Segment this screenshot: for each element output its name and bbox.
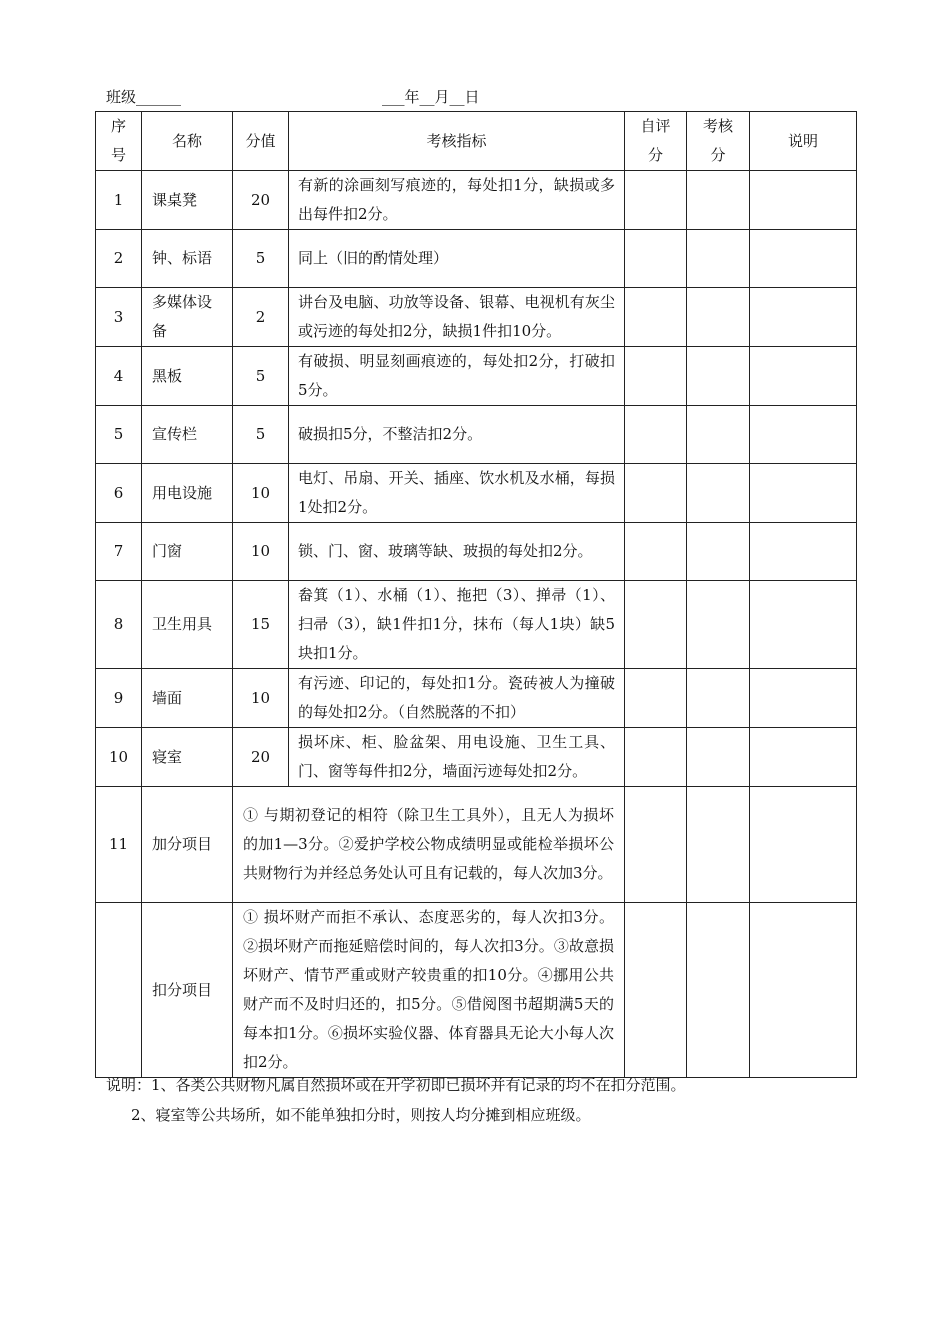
row-no: 9 [96,669,142,728]
self-score-cell[interactable] [625,171,687,230]
footnote-2: 2、寝室等公共场所，如不能单独扣分时，则按人均分摊到相应班级。 [131,1106,591,1124]
row-no: 5 [96,406,142,464]
self-score-cell[interactable] [625,581,687,669]
table-row [96,464,857,523]
remarks-cell[interactable] [750,728,857,787]
row-score: 5 [233,406,289,464]
bonus-description: ① 与期初登记的相符（除卫生工具外），且无人为损坏的加1—3分。②爱护学校公物成绩明显或能检举损坏公共财物行为并经总务处认可且有记载的，每人次加3分。 [233,787,625,903]
table-row [96,347,857,406]
remarks-cell[interactable] [750,171,857,230]
row-name: 黑板 [142,347,233,406]
row-score: 20 [233,728,289,787]
table-row [96,406,857,464]
row-no: 8 [96,581,142,669]
row-no: 3 [96,288,142,347]
remarks-cell[interactable] [750,230,857,288]
table-row [96,288,857,347]
row-score: 10 [233,464,289,523]
col-header-remarks: 说明 [750,112,857,171]
self-score-cell[interactable] [625,464,687,523]
self-score-cell[interactable] [625,523,687,581]
row-indicator: 有破损、明显刻画痕迹的，每处扣2分，打破扣5分。 [289,347,625,406]
self-score-cell[interactable] [625,347,687,406]
remarks-cell[interactable] [750,523,857,581]
penalty-description: ① 损坏财产而拒不承认、态度恶劣的，每人次扣3分。②损坏财产而拖延赔偿时间的，每人次扣3分。③故意损坏财产、情节严重或财产较贵重的扣10分。④挪用公共财产而不及时归还的，扣5分。⑤借阅图书超期满5天的每本扣1分。⑥损坏实验仪器、体育器具无论大小每人次扣2分。 [233,903,625,1078]
col-header-no: 序号 [96,112,142,171]
self-score-cell[interactable] [625,903,687,1078]
row-score: 2 [233,288,289,347]
remarks-cell[interactable] [750,669,857,728]
table-row [96,581,857,669]
row-indicator: 有污迹、印记的，每处扣1分。瓷砖被人为撞破的每处扣2分。（自然脱落的不扣） [289,669,625,728]
self-score-cell[interactable] [625,406,687,464]
row-name: 扣分项目 [142,903,233,1078]
remarks-cell[interactable] [750,347,857,406]
row-name: 门窗 [142,523,233,581]
self-score-cell[interactable] [625,230,687,288]
row-no: 1 [96,171,142,230]
assess-score-cell[interactable] [687,230,750,288]
remarks-cell[interactable] [750,903,857,1078]
row-no: 4 [96,347,142,406]
bonus-row [96,787,857,903]
row-indicator: 讲台及电脑、功放等设备、银幕、电视机有灰尘或污迹的每处扣2分，缺损1件扣10分。 [289,288,625,347]
assess-score-cell[interactable] [687,288,750,347]
row-indicator: 畚箕（1）、水桶（1）、拖把（3）、掸帚（1）、扫帚（3），缺1件扣1分，抹布（每人1块）缺5块扣1分。 [289,581,625,669]
row-name: 加分项目 [142,787,233,903]
row-indicator: 同上（旧的酌情处理） [289,230,625,288]
remarks-cell[interactable] [750,581,857,669]
row-name: 卫生用具 [142,581,233,669]
row-name: 墙面 [142,669,233,728]
row-name: 课桌凳 [142,171,233,230]
table-row [96,171,857,230]
row-indicator: 损坏床、柜、脸盆架、用电设施、卫生工具、门、窗等每件扣2分，墙面污迹每处扣2分。 [289,728,625,787]
assess-score-cell[interactable] [687,464,750,523]
self-score-cell[interactable] [625,669,687,728]
assess-score-cell[interactable] [687,347,750,406]
row-score: 10 [233,669,289,728]
table-row [96,728,857,787]
assess-score-cell[interactable] [687,903,750,1078]
row-score: 5 [233,347,289,406]
remarks-cell[interactable] [750,288,857,347]
row-no: 7 [96,523,142,581]
remarks-cell[interactable] [750,406,857,464]
row-no: 2 [96,230,142,288]
row-indicator: 电灯、吊扇、开关、插座、饮水机及水桶，每损1处扣2分。 [289,464,625,523]
remarks-cell[interactable] [750,464,857,523]
row-indicator: 有新的涂画刻写痕迹的，每处扣1分，缺损或多出每件扣2分。 [289,171,625,230]
assess-score-cell[interactable] [687,728,750,787]
date-field: ___年__月__日 [382,88,480,106]
row-indicator: 破损扣5分，不整洁扣2分。 [289,406,625,464]
col-header-score: 分值 [233,112,289,171]
assess-score-cell[interactable] [687,787,750,903]
row-score: 15 [233,581,289,669]
row-no: 11 [96,787,142,903]
assess-score-cell[interactable] [687,581,750,669]
row-score: 20 [233,171,289,230]
assessment-table [95,111,857,1078]
table-row [96,230,857,288]
assess-score-cell[interactable] [687,406,750,464]
col-header-name: 名称 [142,112,233,171]
row-indicator: 锁、门、窗、玻璃等缺、玻损的每处扣2分。 [289,523,625,581]
row-no: 6 [96,464,142,523]
row-name: 钟、标语 [142,230,233,288]
table-header-row [96,112,857,171]
row-name: 多媒体设备 [142,288,233,347]
self-score-cell[interactable] [625,288,687,347]
remarks-cell[interactable] [750,787,857,903]
row-score: 10 [233,523,289,581]
col-header-indicator: 考核指标 [289,112,625,171]
penalty-row [96,903,857,1078]
row-name: 宣传栏 [142,406,233,464]
self-score-cell[interactable] [625,787,687,903]
row-name: 寝室 [142,728,233,787]
row-no: 10 [96,728,142,787]
row-no [96,903,142,1078]
assess-score-cell[interactable] [687,523,750,581]
assess-score-cell[interactable] [687,171,750,230]
row-name: 用电设施 [142,464,233,523]
table-row [96,523,857,581]
assess-score-cell[interactable] [687,669,750,728]
col-header-self-score: 自评分 [625,112,687,171]
self-score-cell[interactable] [625,728,687,787]
footnote-1: 说明：1、各类公共财物凡属自然损坏或在开学初即已损坏并有记录的均不在扣分范围。 [106,1076,686,1094]
col-header-assess-score: 考核分 [687,112,750,171]
class-field: 班级______ [106,88,182,106]
table-row [96,669,857,728]
row-score: 5 [233,230,289,288]
